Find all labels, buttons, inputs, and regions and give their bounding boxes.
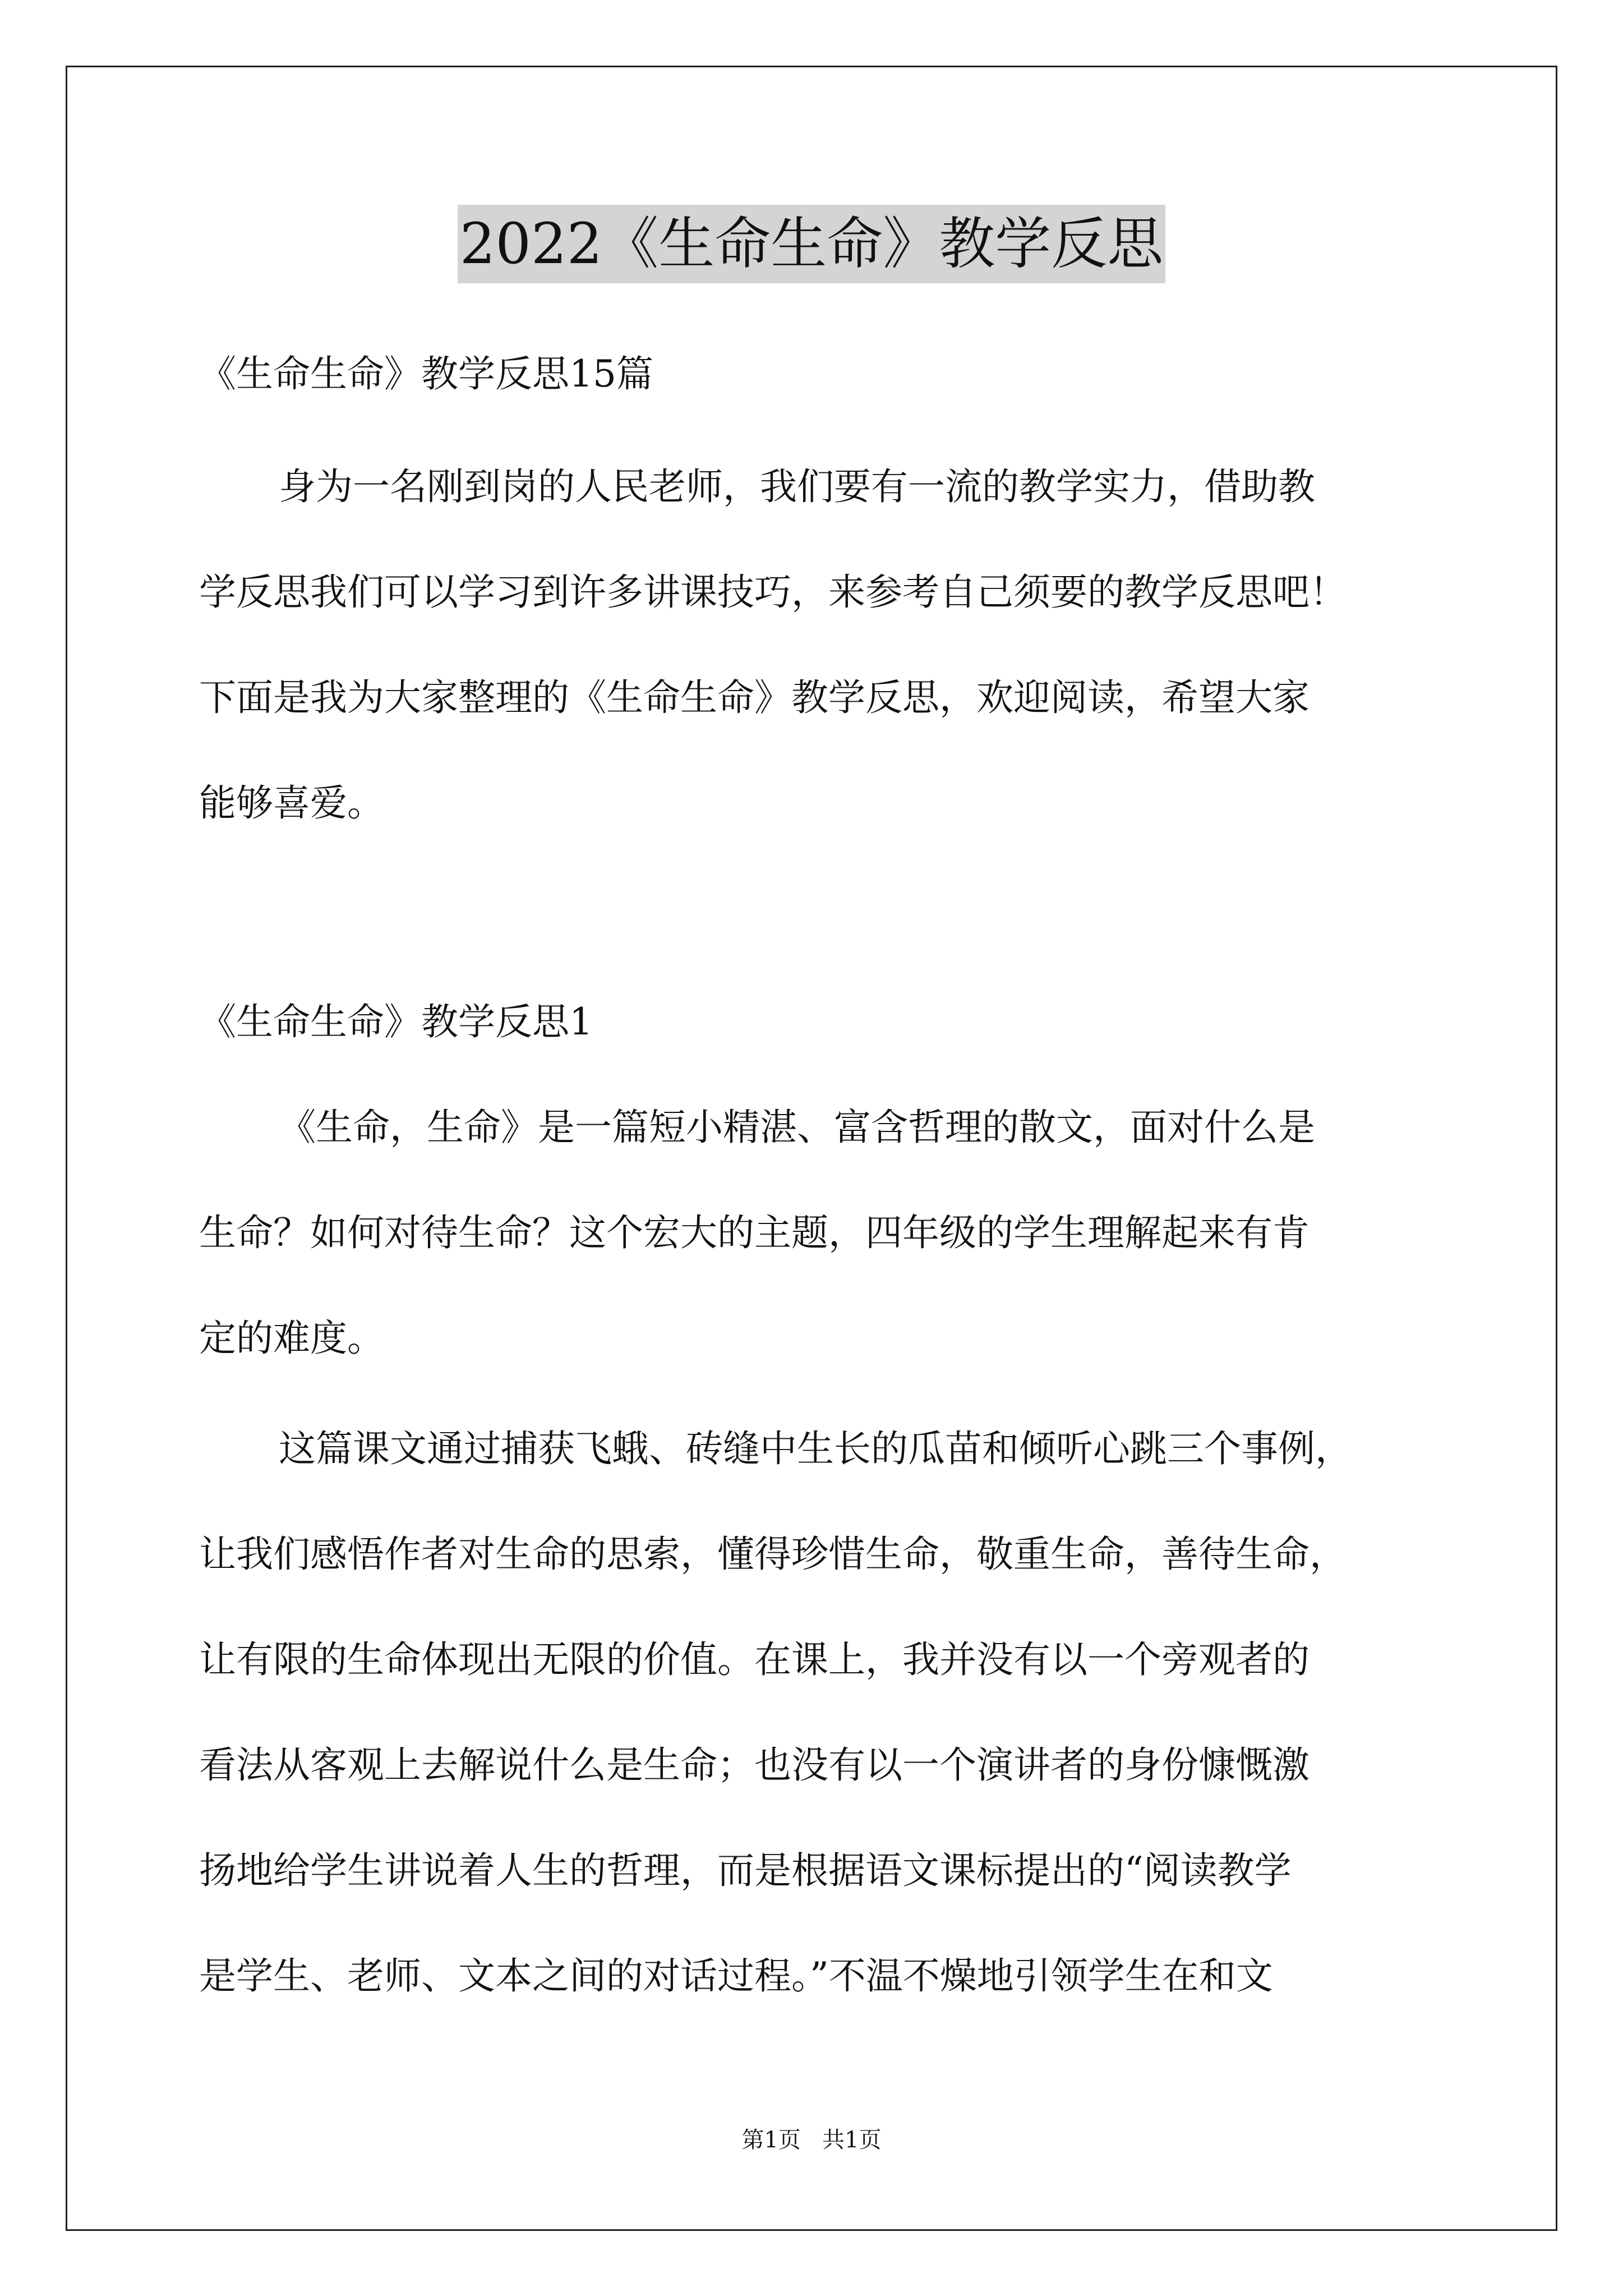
intro-line-4: 能够喜爱。 — [199, 781, 384, 825]
para2-line-4: 看法从客观上去解说什么是生命；也没有以一个演讲者的身份慷慨激 — [199, 1743, 1310, 1787]
page-footer: 第1页 共1页 — [741, 2127, 882, 2153]
section-heading: 《生命生命》教学反思1 — [199, 1000, 593, 1043]
para2-line-5: 扬地给学生讲说着人生的哲理，而是根据语文课标提出的“阅读教学 — [199, 1849, 1292, 1892]
para1-line-2: 生命？如何对待生命？这个宏大的主题，四年级的学生理解起来有肯 — [199, 1211, 1310, 1254]
intro-line-3: 下面是我为大家整理的《生命生命》教学反思，欢迎阅读，希望大家 — [199, 676, 1310, 719]
para2-line-6: 是学生、老师、文本之间的对话过程。”不温不燥地引领学生在和文 — [199, 1954, 1273, 1998]
para2-line-2: 让我们感悟作者对生命的思索，懂得珍惜生命，敬重生命，善待生命， — [199, 1533, 1347, 1576]
para2-line-1: 这篇课文通过捕获飞蛾、砖缝中生长的瓜苗和倾听心跳三个事例， — [279, 1427, 1352, 1470]
para2-line-3: 让有限的生命体现出无限的价值。在课上，我并没有以一个旁观者的 — [199, 1638, 1310, 1681]
title-container — [0, 205, 1623, 283]
document-title: 2022《生命生命》教学反思 — [458, 205, 1166, 283]
para1-line-1: 《生命，生命》是一篇短小精湛、富含哲理的散文，面对什么是 — [279, 1106, 1315, 1149]
document-subtitle: 《生命生命》教学反思15篇 — [199, 352, 653, 395]
intro-line-2: 学反思我们可以学习到许多讲课技巧，来参考自己须要的教学反思吧！ — [199, 570, 1347, 614]
intro-line-1: 身为一名刚到岗的人民老师，我们要有一流的教学实力，借助教 — [279, 465, 1315, 508]
para1-line-3: 定的难度。 — [199, 1317, 384, 1360]
